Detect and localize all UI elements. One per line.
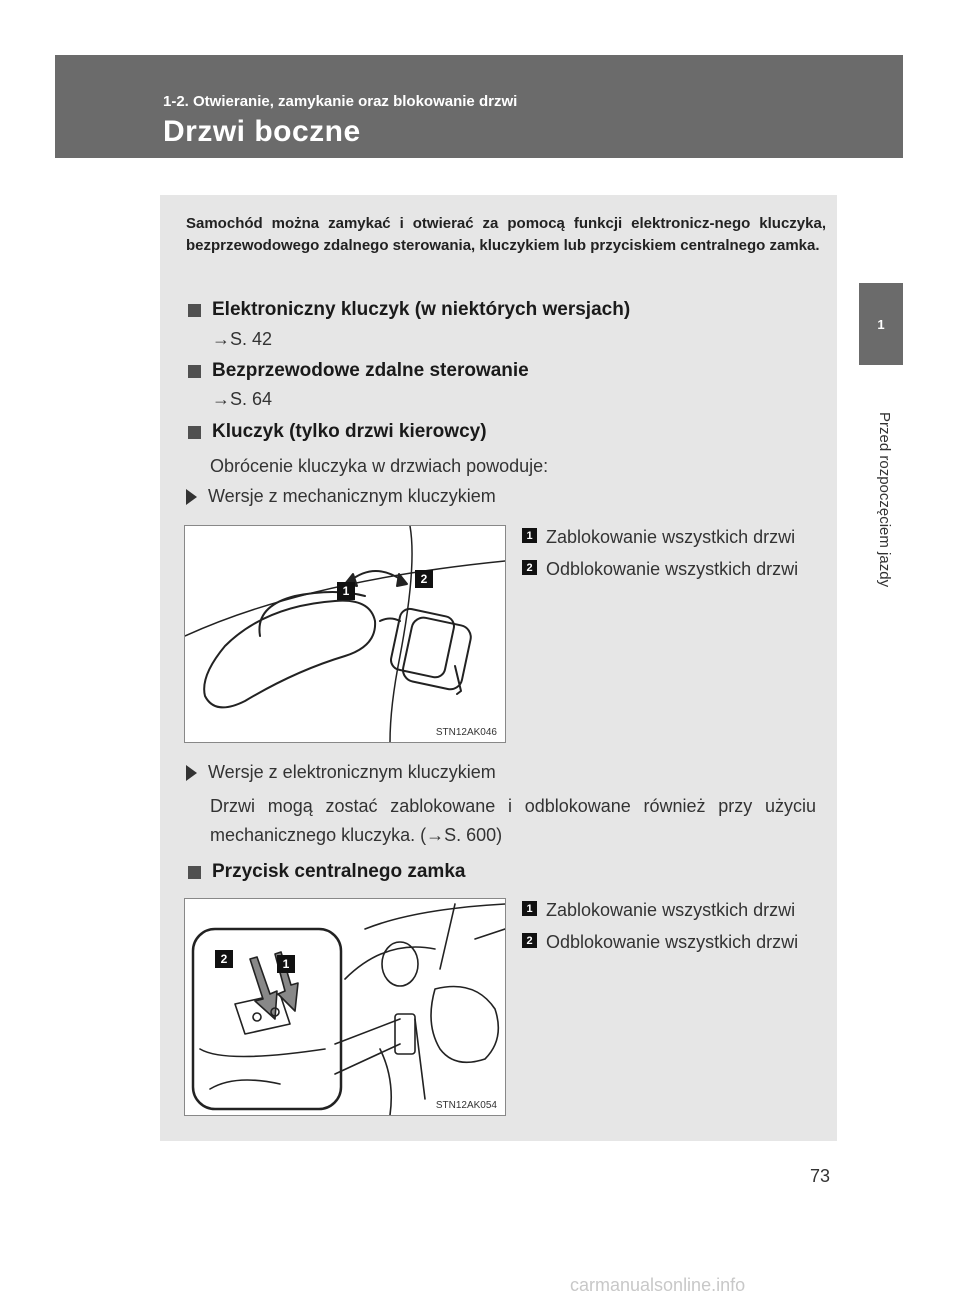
figure-code: STN12AK046 [435, 727, 497, 738]
figure-central-lock [184, 898, 506, 1116]
ref-wireless-remote: →S. 64 [212, 389, 273, 409]
square-bullet-icon [188, 866, 201, 879]
legend-item: 2 Odblokowanie wszystkich drzwi [522, 930, 812, 954]
page-header [55, 55, 903, 158]
figure-door-key [184, 525, 506, 743]
content-box [160, 195, 837, 1141]
triangle-bullet-icon [186, 765, 197, 781]
chapter-tab: 1 [859, 283, 903, 365]
bullet-electronic: Wersje z elektronicznym kluczykiem [186, 762, 496, 783]
figure2-badge-1: 1 [277, 955, 295, 973]
number-badge: 1 [522, 901, 537, 916]
legend-item: 1 Zablokowanie wszystkich drzwi [522, 898, 812, 922]
heading-central-lock: Przycisk centralnego zamka [188, 861, 465, 883]
figure-code: STN12AK054 [435, 1100, 497, 1111]
square-bullet-icon [188, 365, 201, 378]
central-lock-illustration [185, 899, 505, 1115]
number-badge: 2 [522, 933, 537, 948]
page-title: Drzwi boczne [163, 115, 361, 148]
legend-item: 2 Odblokowanie wszystkich drzwi [522, 557, 812, 581]
heading-wireless-remote: Bezprzewodowe zdalne sterowanie [188, 360, 529, 382]
key-text: Obrócenie kluczyka w drzwiach powoduje: [210, 456, 549, 476]
legend-figure2 [522, 898, 812, 962]
legend-figure1 [522, 525, 812, 589]
square-bullet-icon [188, 304, 201, 317]
ref-electronic-key: →S. 42 [212, 329, 273, 349]
section-title: 1-2. Otwieranie, zamykanie oraz blokowanie drzwi [163, 93, 518, 110]
figure2-badge-2: 2 [215, 950, 233, 968]
intro-text: Samochód można zamykać i otwierać za pomocą funkcji elektronicz-nego kluczyka, bezprzewodowego zdalnego sterowania, kluczykiem lub przyciskiem centralnego zamka. [186, 215, 826, 254]
triangle-bullet-icon [186, 489, 197, 505]
electronic-key-text: Drzwi mogą zostać zablokowane i odblokowane również przy użyciu mechanicznego kluczyka. (→S. 600) [210, 796, 816, 845]
heading-key: Kluczyk (tylko drzwi kierowcy) [188, 421, 487, 443]
bullet-mechanical: Wersje z mechanicznym kluczykiem [186, 486, 496, 507]
figure1-badge-2: 2 [415, 570, 433, 588]
page-number: 73 [810, 1166, 831, 1186]
square-bullet-icon [188, 426, 201, 439]
figure1-badge-1: 1 [337, 582, 355, 600]
watermark[interactable]: carmanualsonline.info [570, 1275, 746, 1295]
legend-item: 1 Zablokowanie wszystkich drzwi [522, 525, 812, 549]
door-handle-illustration [185, 526, 505, 742]
chapter-label: Przed rozpoczęciem jazdy [876, 412, 893, 588]
heading-electronic-key: Elektroniczny kluczyk (w niektórych wersjach) [188, 299, 630, 321]
number-badge: 2 [522, 560, 537, 575]
number-badge: 1 [522, 528, 537, 543]
